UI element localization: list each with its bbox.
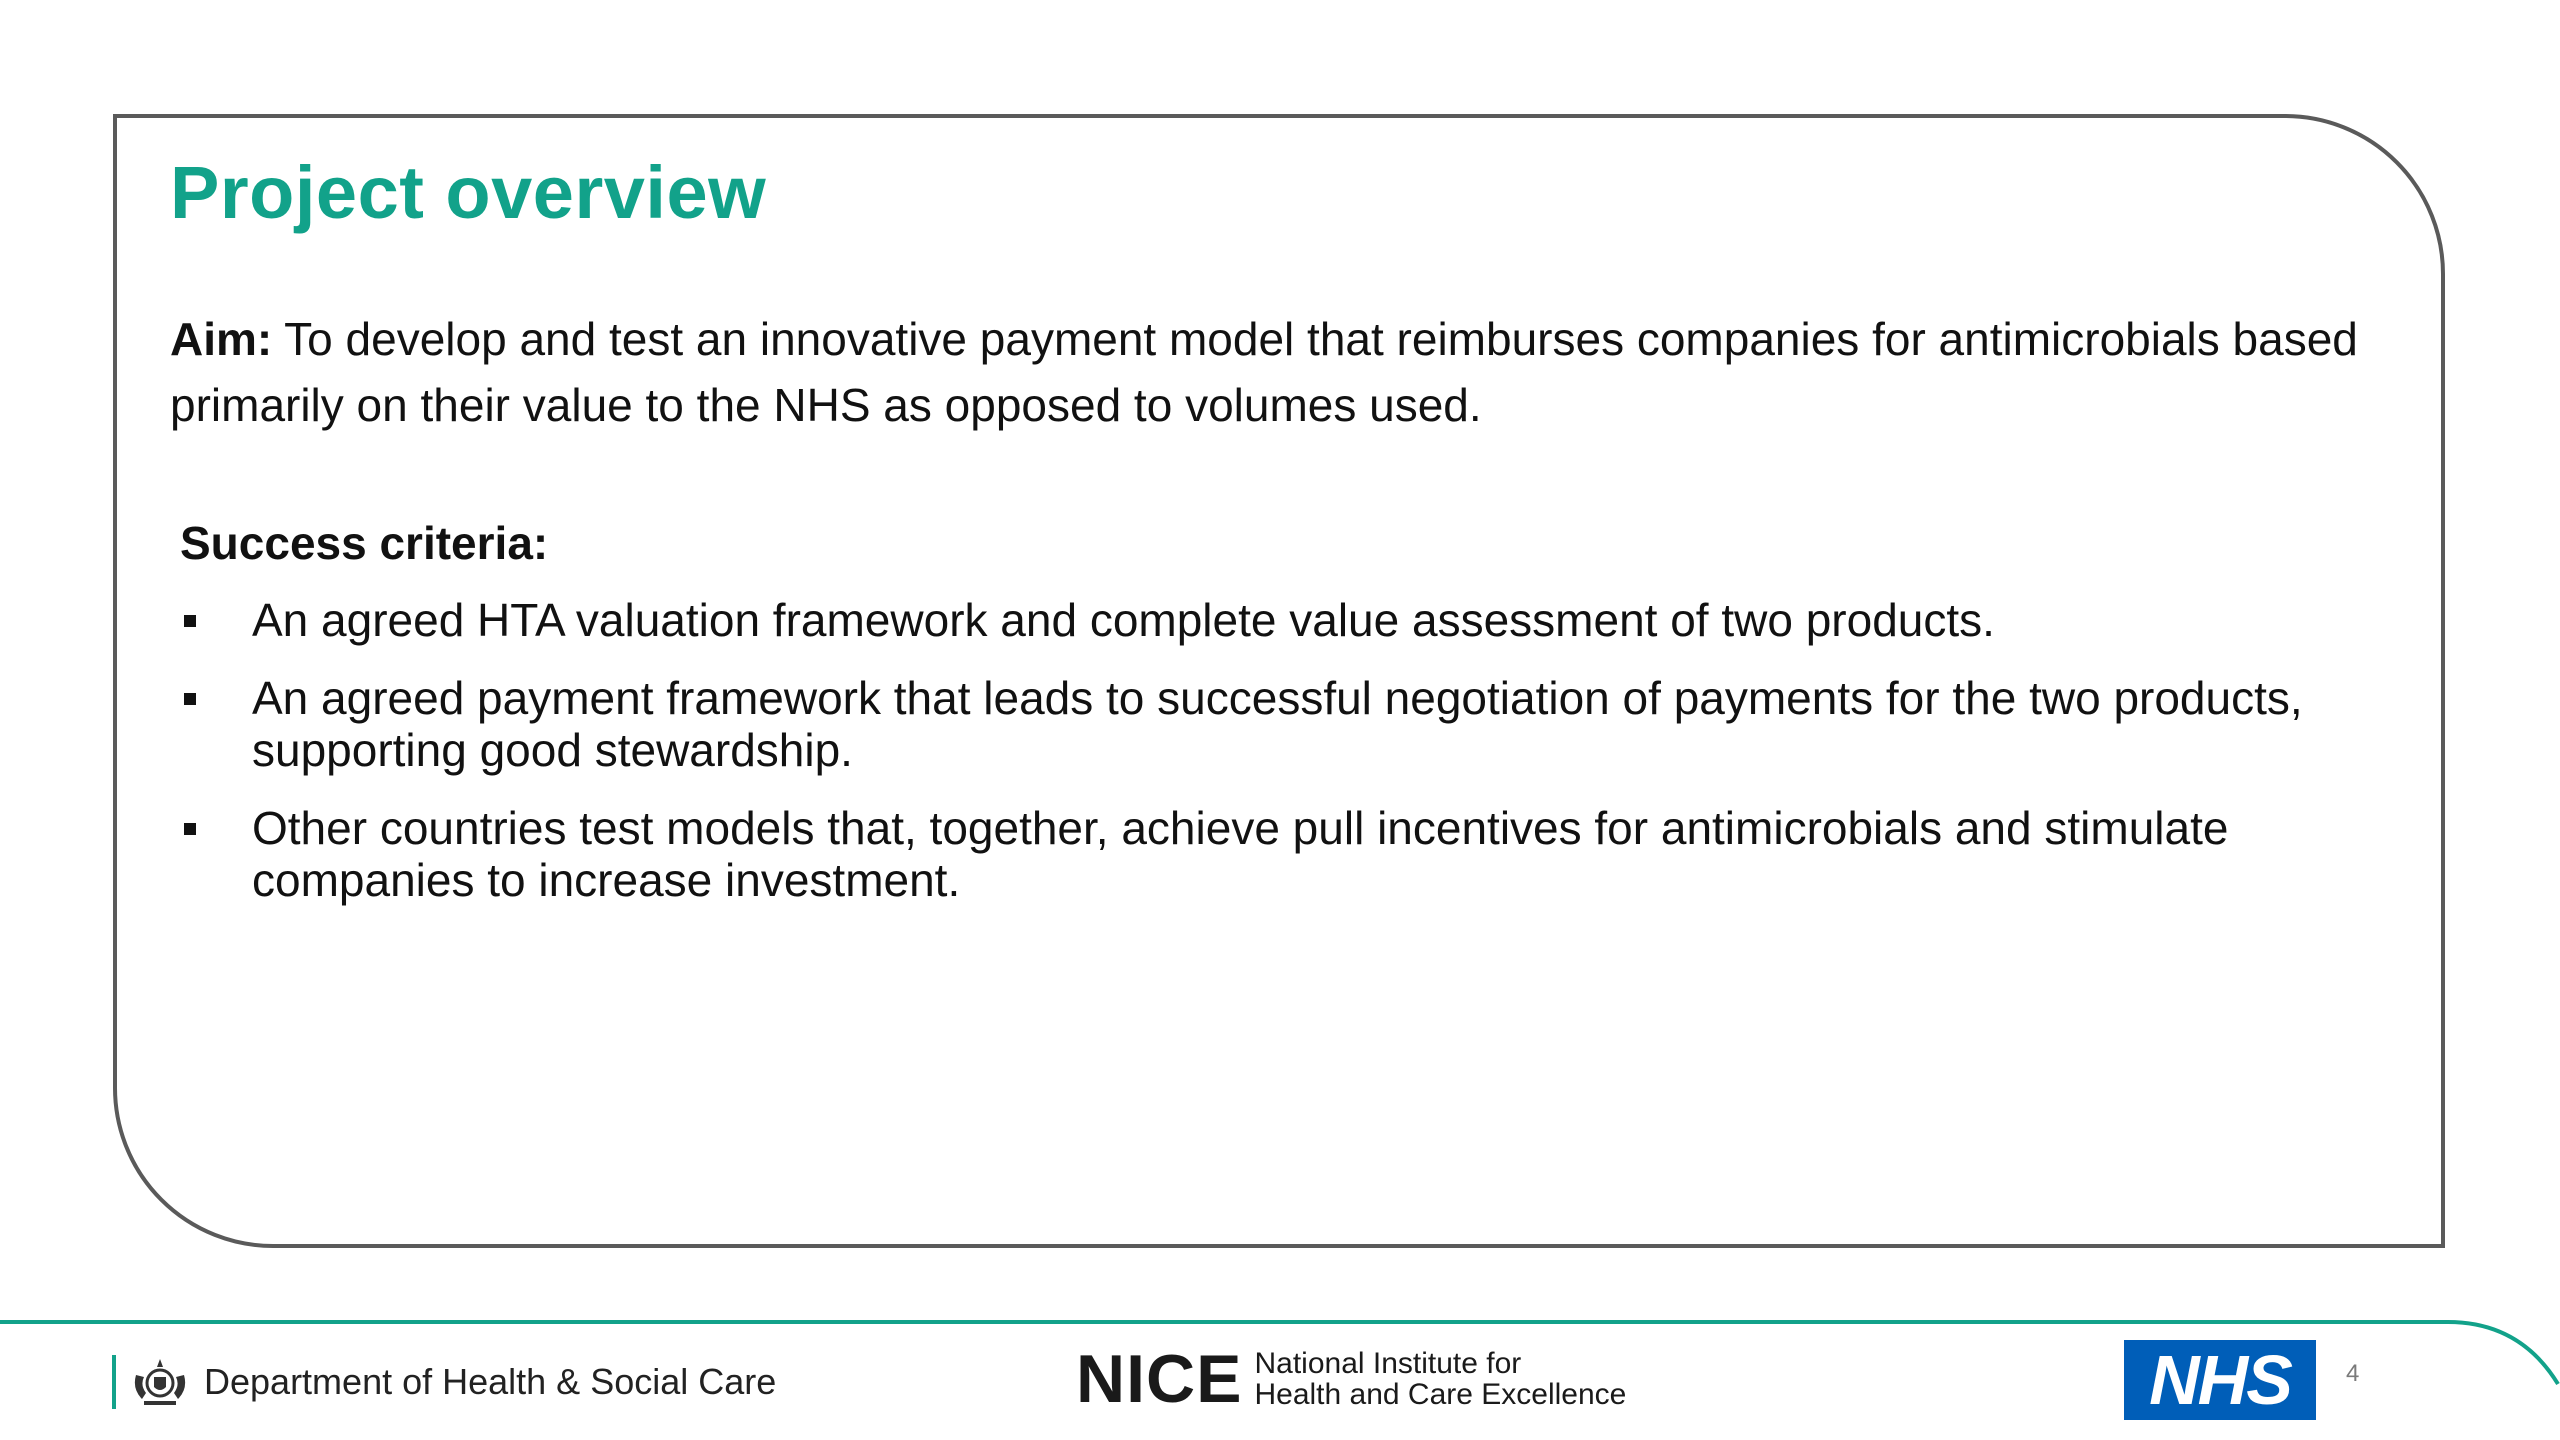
royal-crest-icon [130, 1355, 190, 1409]
square-bullet-icon [184, 823, 196, 835]
dhsc-logo [112, 1355, 776, 1409]
nice-logo-line2: Health and Care Excellence [1254, 1378, 1627, 1411]
criteria-item [180, 594, 2330, 646]
nhs-logo-text: NHS [2149, 1341, 2291, 1419]
nice-logo-word: NICE [1076, 1341, 1243, 1417]
slide-title: Project overview [170, 151, 767, 234]
criteria-text: Other countries test models that, together, achieve pull incentives for antimicrobials and stimulate companies to increase investment. [252, 802, 2229, 906]
square-bullet-icon [184, 615, 196, 627]
page-number: 4 [2346, 1360, 2360, 1387]
aim-paragraph [170, 306, 2370, 438]
aim-text: To develop and test an innovative payment model that reimburses companies for antimicrobials based primarily on their value to the NHS as opposed to volumes used. [170, 313, 2358, 431]
aim-label: Aim: [170, 313, 273, 365]
success-criteria-heading: Success criteria: [180, 517, 549, 569]
nice-logo-line1: National Institute for [1254, 1347, 1522, 1380]
nice-logo [1076, 1341, 1627, 1417]
nice-logo-subtitle [1254, 1348, 1626, 1410]
square-bullet-icon [184, 693, 196, 705]
nhs-logo [2124, 1340, 2316, 1420]
success-criteria-list [180, 594, 2330, 932]
dhsc-logo-text: Department of Health & Social Care [204, 1361, 777, 1402]
criteria-item [180, 672, 2330, 776]
criteria-text: An agreed HTA valuation framework and complete value assessment of two products. [252, 594, 1995, 646]
dhsc-logo-bar [112, 1355, 116, 1409]
criteria-text: An agreed payment framework that leads to successful negotiation of payments for the two products, supporting good stewardship. [252, 672, 2303, 776]
criteria-item [180, 802, 2330, 906]
